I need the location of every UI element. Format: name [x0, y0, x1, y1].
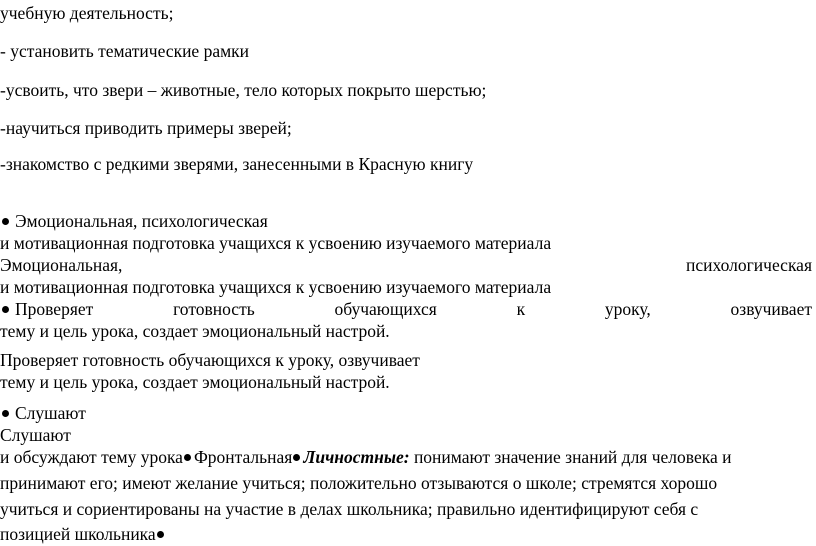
students-cont-1: принимают его; имеют желание учиться; положительно отзываются о школе; стремятся хорошо: [0, 473, 718, 493]
students-cont-3-line: [0, 523, 167, 545]
bullet-icon: [2, 410, 9, 417]
teacher-word-6: озвучивает: [730, 299, 812, 319]
stage-word-1: Эмоциональная,: [0, 255, 123, 275]
discuss-text: и обсуждают тему урока: [0, 447, 183, 467]
students-listen: Слушают: [15, 403, 86, 423]
stage-title: Эмоциональная, психологическая: [15, 211, 268, 231]
bullet-icon: [157, 531, 164, 538]
bullet-icon: [293, 454, 300, 461]
uud-text: понимают значение знаний для человека и: [409, 447, 732, 467]
form-text: Фронтальная: [193, 447, 293, 467]
teacher-word-1: Проверяет: [0, 298, 93, 320]
uud-label: Личностные:: [303, 447, 410, 467]
goal-line-4: -научиться приводить примеры зверей;: [0, 118, 292, 138]
stage-line-2: и мотивационная подготовка учащихся к усвоению изучаемого материала: [0, 233, 552, 253]
students-bullet-line: [0, 402, 86, 424]
bullet-icon: [184, 454, 191, 461]
students-plain-line: Слушают: [0, 425, 71, 445]
bullet-icon: [2, 218, 9, 225]
stage-bullet-line: [0, 210, 268, 232]
teacher-repeat-2: тему и цель урока, создает эмоциональный настрой.: [0, 372, 390, 392]
goal-line-3: -усвоить, что звери – животные, тело которых покрыто шерстью;: [0, 80, 487, 100]
teacher-repeat-1: Проверяет готовность обучающихся к уроку, озвучивает: [0, 350, 420, 370]
bullet-icon: [2, 306, 9, 313]
teacher-justified-line: [0, 298, 812, 320]
students-cont-2: учиться и сориентированы на участие в делах школьника; правильно идентифицируют себя с: [0, 499, 699, 519]
teacher-line-2: тему и цель урока, создает эмоциональный настрой.: [0, 321, 390, 341]
teacher-word-3: обучающихся: [334, 299, 437, 319]
stage-justified-line: [0, 254, 812, 276]
teacher-word-2: готовность: [173, 299, 255, 319]
students-cont-3: позицией школьника: [0, 524, 156, 544]
teacher-word-4: к: [516, 299, 526, 319]
stage-word-2: психологическая: [686, 255, 812, 275]
stage-line-4: и мотивационная подготовка учащихся к усвоению изучаемого материала: [0, 277, 552, 297]
goal-line-2: - установить тематические рамки: [0, 41, 250, 61]
teacher-word-5: уроку,: [604, 299, 651, 319]
students-discuss-line: [0, 446, 731, 468]
goal-line-5: -знакомство с редкими зверями, занесенными в Красную книгу: [0, 154, 474, 174]
goal-line-1: учебную деятельность;: [0, 3, 174, 23]
